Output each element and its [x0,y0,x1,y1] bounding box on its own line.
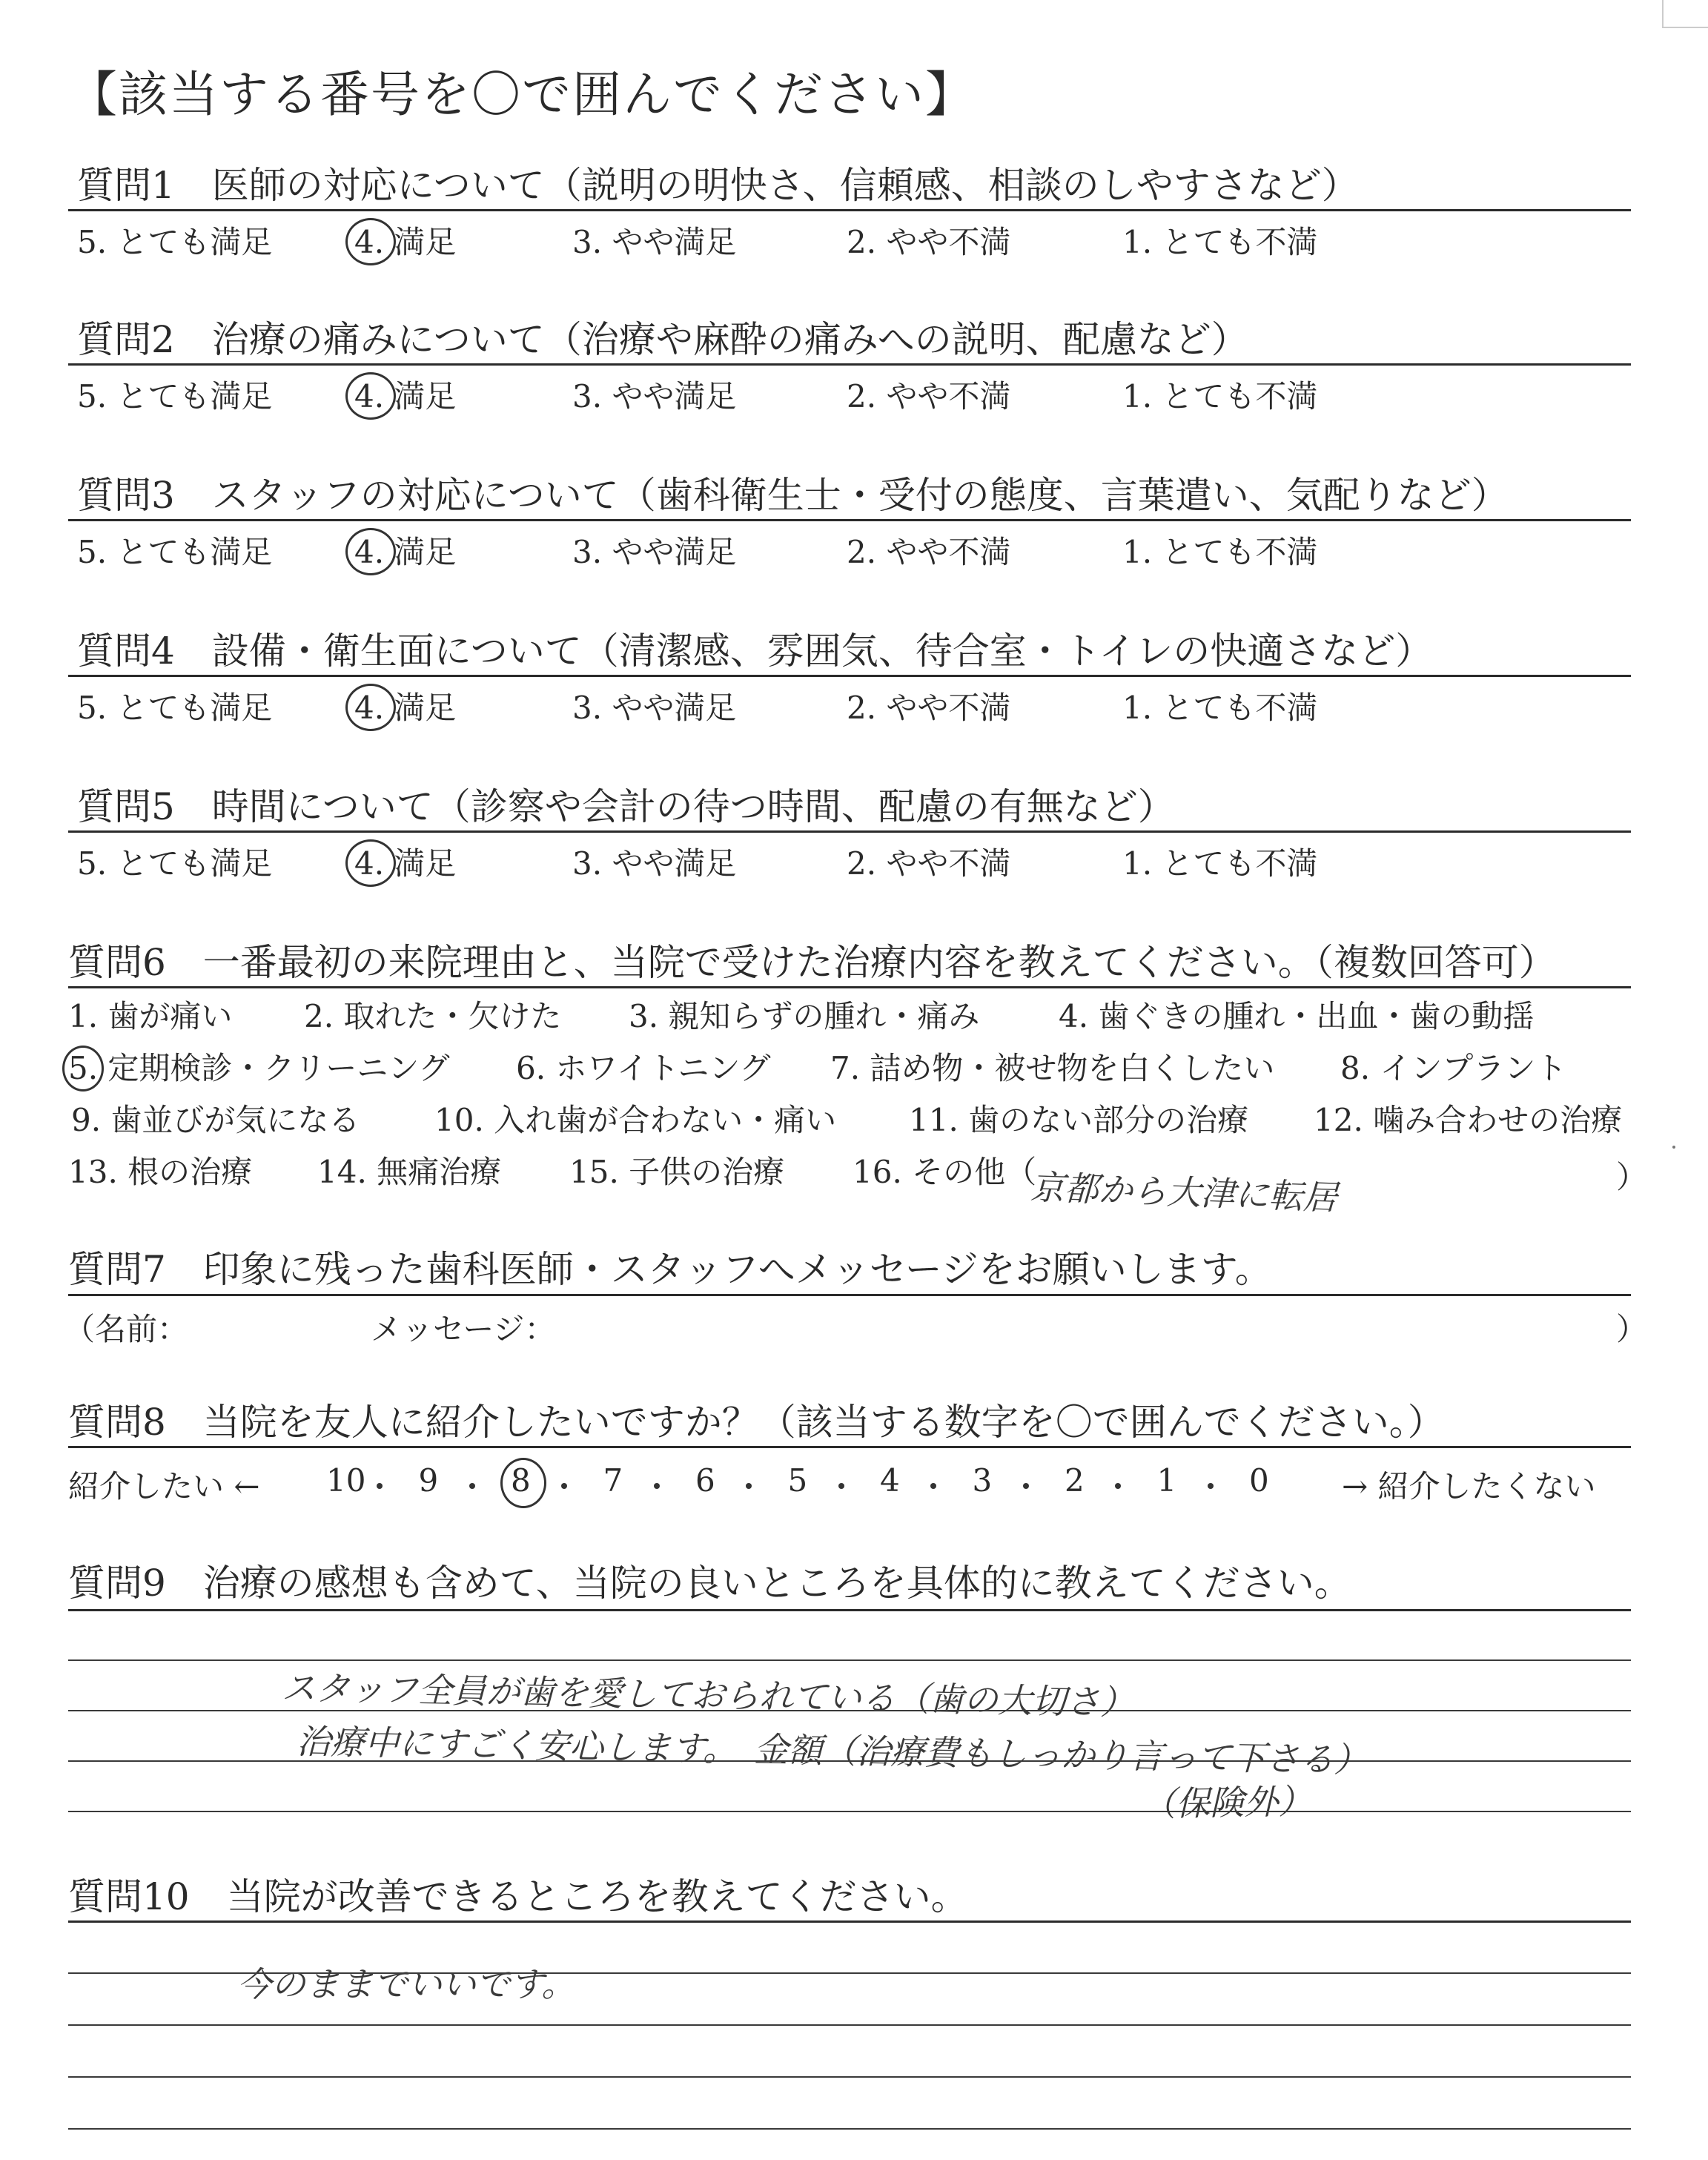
q8-left-label: 紹介したい ← [68,1468,260,1505]
q8-separator-dot [746,1483,752,1489]
q1-rule [68,209,1631,211]
q8-separator-dot [654,1483,660,1489]
q8-separator-dot [1023,1483,1029,1489]
q9-handwriting-line2: 治療中にすごく安心します。 金額（治療費もしっかり言って下さる） [296,1721,1368,1780]
q10-handwriting: 今のままでいいです。 [237,1964,576,2004]
q4-selected-circle [345,684,396,731]
q9-title: 質問9 治療の感想も含めて、当院の良いところを具体的に教えてください。 [68,1562,1351,1605]
q6-rule [68,986,1631,988]
q2-option-3: 3. やや満足 [572,378,737,415]
q3-option-4: 4. 満足 [354,534,457,570]
q8-scale-1: 1 [1156,1462,1177,1499]
q8-scale-2: 2 [1065,1462,1085,1499]
q1-option-5: 5. とても満足 [77,224,273,260]
q6-option-4: 4. 歯ぐきの腫れ・出血・歯の動揺 [1059,998,1535,1034]
q2-selected-circle [345,372,396,420]
q9-handwriting-line3: （保険外） [1141,1780,1313,1825]
q1-title: 質問1 医師の対応について（説明の明快さ、信頼感、相談のしやすさなど） [77,164,1359,207]
q6-option-6: 6. ホワイトニング [516,1050,771,1086]
q5-option-2: 2. やや不満 [847,845,1011,882]
q6-other-handwriting: 京都から大津に転居 [1030,1166,1338,1218]
q2-option-4: 4. 満足 [354,378,457,415]
q10-title: 質問10 当院が改善できるところを教えてください。 [68,1875,968,1918]
q3-option-3: 3. やや満足 [572,534,737,570]
q8-separator-dot [1208,1483,1214,1489]
q5-option-4: 4. 満足 [354,845,457,882]
q2-option-1: 1. とても不満 [1122,378,1318,415]
q10-answer-line [68,1920,1631,1923]
q6-option-13: 13. 根の治療 [68,1154,253,1190]
q4-title: 質問4 設備・衛生面について（清潔感、雰囲気、待合室・トイレの快適さなど） [77,630,1433,673]
q4-option-3: 3. やや満足 [572,690,737,726]
q6-option-11: 11. 歯のない部分の治療 [909,1102,1249,1138]
q2-rule [68,363,1631,366]
q2-option-2: 2. やや不満 [847,378,1011,415]
q8-scale-7: 7 [603,1462,623,1499]
q3-rule [68,519,1631,521]
q2-option-5: 5. とても満足 [77,378,273,415]
q4-option-4: 4. 満足 [354,690,457,726]
q8-scale-4: 4 [880,1462,900,1499]
q3-option-1: 1. とても不満 [1122,534,1318,570]
q8-scale-8: 8 [511,1462,531,1499]
q8-right-label: → 紹介したくない [1342,1468,1596,1505]
q6-option-1: 1. 歯が痛い [68,998,233,1034]
q10-answer-line [68,2128,1631,2130]
q6-option-16: 16. その他（ [853,1154,1037,1190]
q8-separator-dot [469,1483,475,1489]
q1-option-2: 2. やや不満 [847,224,1011,260]
q8-scale-6: 6 [695,1462,715,1499]
q7-name-label: （名前： [64,1311,189,1347]
q2-title: 質問2 治療の痛みについて（治療や麻酔の痛みへの説明、配慮など） [77,318,1248,361]
q6-title: 質問6 一番最初の来院理由と、当院で受けた治療内容を教えてください。（複数回答可） [68,941,1556,984]
q6-option-5: 5. 定期検診・クリーニング [68,1050,450,1086]
q9-answer-line [68,1609,1631,1611]
q6-option-15: 15. 子供の治療 [569,1154,785,1190]
q4-rule [68,675,1631,677]
q8-scale-0: 0 [1249,1462,1269,1499]
q5-selected-circle [345,839,396,887]
corner-frame [1662,0,1708,28]
q7-message-label: メッセージ： [371,1311,556,1347]
q9-answer-line [68,1811,1631,1812]
q1-selected-circle [345,218,396,265]
q6-option-12: 12. 噛み合わせの治療 [1314,1102,1623,1138]
q6-option-8: 8. インプラント [1340,1050,1567,1086]
q6-option-7: 7. 詰め物・被せ物を白くしたい [830,1050,1275,1086]
q4-option-5: 5. とても満足 [77,690,273,726]
q8-title: 質問8 当院を友人に紹介したいですか？（該当する数字を〇で囲んでください。） [68,1401,1445,1444]
q6-option-14: 14. 無痛治療 [317,1154,502,1190]
q8-separator-dot [838,1483,844,1489]
q3-option-5: 5. とても満足 [77,534,273,570]
q4-option-2: 2. やや不満 [847,690,1011,726]
q5-rule [68,830,1631,833]
q8-rule [68,1446,1631,1448]
q1-option-1: 1. とても不満 [1122,224,1318,260]
q5-option-3: 3. やや満足 [572,845,737,882]
q6-selected-circle [62,1046,104,1091]
q8-selected-circle [500,1458,546,1508]
q7-close: ） [1616,1311,1648,1347]
q8-scale-9: 9 [418,1462,439,1499]
q6-option-9: 9. 歯並びが気になる [71,1102,360,1138]
q8-separator-dot [561,1483,567,1489]
form-header: 【該当する番号を〇で囲んでください】 [68,66,976,123]
q8-separator-dot [377,1483,383,1489]
q6-option-3: 3. 親知らずの腫れ・痛み [629,998,980,1034]
q5-option-1: 1. とても不満 [1122,845,1318,882]
q7-title: 質問7 印象に残った歯科医師・スタッフへメッセージをお願いします。 [68,1248,1272,1291]
q10-answer-line [68,2076,1631,2078]
q3-title: 質問3 スタッフの対応について（歯科衛生士・受付の態度、言葉遣い、気配りなど） [77,474,1509,517]
q6-option-2: 2. 取れた・欠けた [304,998,562,1034]
q8-separator-dot [930,1483,936,1489]
q8-scale-5: 5 [787,1462,808,1499]
q10-answer-line [68,2024,1631,2026]
speck [1672,1146,1675,1149]
q8-scale-3: 3 [972,1462,993,1499]
q1-option-4: 4. 満足 [354,224,457,260]
q3-option-2: 2. やや不満 [847,534,1011,570]
q6-other-close: ） [1616,1159,1648,1195]
q9-handwriting-line1: スタッフ全員が歯を愛しておられている（歯の大切さ） [281,1667,1135,1723]
q8-separator-dot [1115,1483,1121,1489]
q5-title: 質問5 時間について（診察や会計の待つ時間、配慮の有無など） [77,785,1175,828]
q1-option-3: 3. やや満足 [572,224,737,260]
q8-scale-10: 10 [326,1462,366,1499]
q7-rule [68,1294,1631,1296]
q4-option-1: 1. とても不満 [1122,690,1318,726]
q6-option-10: 10. 入れ歯が合わない・痛い [434,1102,837,1138]
q5-option-5: 5. とても満足 [77,845,273,882]
q3-selected-circle [345,528,396,575]
